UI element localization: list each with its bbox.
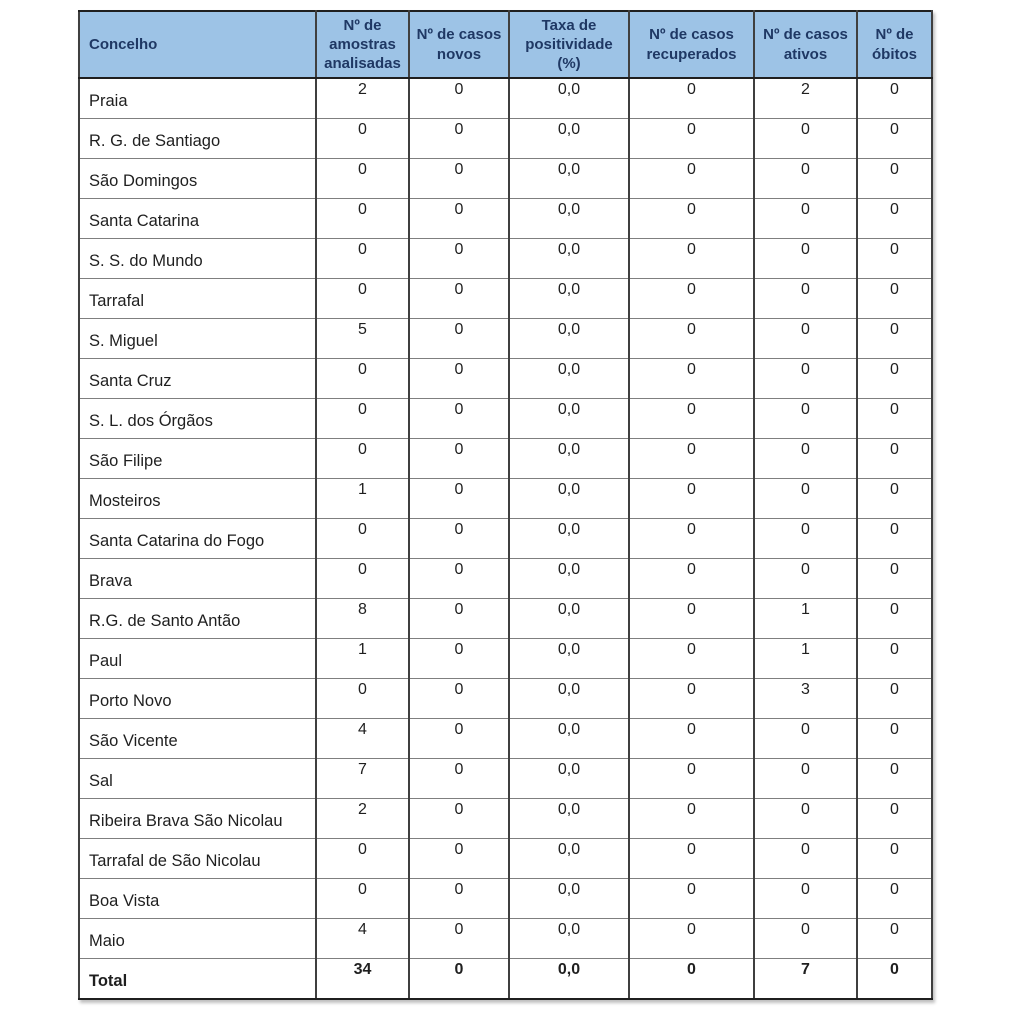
cell-concelho: Tarrafal	[79, 278, 316, 318]
table-row	[79, 198, 932, 238]
cell-novos: 0	[409, 238, 509, 278]
cell-novos: 0	[409, 278, 509, 318]
cell-amostras: 0	[316, 238, 409, 278]
cell-ativos: 0	[754, 158, 857, 198]
cell-ativos: 0	[754, 878, 857, 918]
cell-amostras: 0	[316, 438, 409, 478]
cell-concelho: Santa Catarina do Fogo	[79, 518, 316, 558]
cell-recuperados: 0	[629, 518, 754, 558]
cell-concelho: São Domingos	[79, 158, 316, 198]
cell-recuperados: 0	[629, 318, 754, 358]
cell-ativos: 0	[754, 118, 857, 158]
cell-novos: 0	[409, 78, 509, 118]
cell-amostras: 2	[316, 78, 409, 118]
cell-ativos: 7	[754, 958, 857, 999]
cell-obitos: 0	[857, 878, 932, 918]
cell-recuperados: 0	[629, 118, 754, 158]
cell-taxa: 0,0	[509, 478, 629, 518]
cell-recuperados: 0	[629, 598, 754, 638]
cell-obitos: 0	[857, 718, 932, 758]
cell-novos: 0	[409, 558, 509, 598]
table-row	[79, 678, 932, 718]
cell-taxa: 0,0	[509, 638, 629, 678]
cell-novos: 0	[409, 958, 509, 999]
table-row	[79, 318, 932, 358]
cell-amostras: 4	[316, 718, 409, 758]
cell-obitos: 0	[857, 638, 932, 678]
cell-novos: 0	[409, 118, 509, 158]
cell-concelho: R. G. de Santiago	[79, 118, 316, 158]
table-row	[79, 838, 932, 878]
cell-novos: 0	[409, 638, 509, 678]
cell-taxa: 0,0	[509, 318, 629, 358]
column-header-taxa: Taxa de positividade (%)	[509, 11, 629, 78]
cell-ativos: 0	[754, 318, 857, 358]
column-header-novos: Nº de casos novos	[409, 11, 509, 78]
cell-amostras: 0	[316, 198, 409, 238]
cell-ativos: 0	[754, 398, 857, 438]
cell-ativos: 0	[754, 558, 857, 598]
cell-recuperados: 0	[629, 638, 754, 678]
cell-concelho: Sal	[79, 758, 316, 798]
cell-novos: 0	[409, 198, 509, 238]
cell-recuperados: 0	[629, 198, 754, 238]
cell-novos: 0	[409, 918, 509, 958]
table-row	[79, 238, 932, 278]
column-header-ativos: Nº de casos ativos	[754, 11, 857, 78]
cell-novos: 0	[409, 158, 509, 198]
cell-obitos: 0	[857, 838, 932, 878]
cell-taxa: 0,0	[509, 958, 629, 999]
cell-concelho: São Filipe	[79, 438, 316, 478]
cell-concelho: Santa Catarina	[79, 198, 316, 238]
cell-recuperados: 0	[629, 358, 754, 398]
cell-concelho: S. Miguel	[79, 318, 316, 358]
cell-novos: 0	[409, 398, 509, 438]
cell-novos: 0	[409, 478, 509, 518]
cell-obitos: 0	[857, 678, 932, 718]
cell-ativos: 0	[754, 798, 857, 838]
cell-novos: 0	[409, 358, 509, 398]
header-row	[79, 11, 932, 78]
cell-amostras: 0	[316, 878, 409, 918]
cell-novos: 0	[409, 678, 509, 718]
cell-obitos: 0	[857, 918, 932, 958]
cell-amostras: 0	[316, 118, 409, 158]
cell-novos: 0	[409, 798, 509, 838]
cell-obitos: 0	[857, 598, 932, 638]
column-header-concelho: Concelho	[79, 11, 316, 78]
table-row	[79, 438, 932, 478]
table-row	[79, 358, 932, 398]
table-container	[78, 10, 933, 1000]
cell-amostras: 0	[316, 158, 409, 198]
cell-amostras: 7	[316, 758, 409, 798]
cell-concelho: Paul	[79, 638, 316, 678]
table-row	[79, 758, 932, 798]
cell-amostras: 0	[316, 358, 409, 398]
cell-amostras: 1	[316, 478, 409, 518]
cell-novos: 0	[409, 838, 509, 878]
cell-ativos: 2	[754, 78, 857, 118]
cell-novos: 0	[409, 438, 509, 478]
cell-taxa: 0,0	[509, 158, 629, 198]
cell-ativos: 1	[754, 638, 857, 678]
cell-obitos: 0	[857, 438, 932, 478]
cell-amostras: 0	[316, 558, 409, 598]
cell-ativos: 0	[754, 278, 857, 318]
cell-obitos: 0	[857, 478, 932, 518]
table-row	[79, 918, 932, 958]
cell-novos: 0	[409, 318, 509, 358]
cell-concelho: Brava	[79, 558, 316, 598]
table-body	[79, 78, 932, 999]
table-row	[79, 158, 932, 198]
column-header-recuperados: Nº de casos recuperados	[629, 11, 754, 78]
cell-taxa: 0,0	[509, 518, 629, 558]
table-row	[79, 118, 932, 158]
cell-taxa: 0,0	[509, 878, 629, 918]
cell-obitos: 0	[857, 78, 932, 118]
cell-obitos: 0	[857, 958, 932, 999]
cell-amostras: 8	[316, 598, 409, 638]
cell-recuperados: 0	[629, 278, 754, 318]
cell-obitos: 0	[857, 318, 932, 358]
cell-concelho: Boa Vista	[79, 878, 316, 918]
cell-ativos: 0	[754, 918, 857, 958]
cell-taxa: 0,0	[509, 118, 629, 158]
cell-recuperados: 0	[629, 718, 754, 758]
cell-ativos: 0	[754, 238, 857, 278]
table-header	[79, 11, 932, 78]
cell-amostras: 2	[316, 798, 409, 838]
cell-amostras: 0	[316, 838, 409, 878]
cell-amostras: 4	[316, 918, 409, 958]
cell-obitos: 0	[857, 558, 932, 598]
cell-ativos: 3	[754, 678, 857, 718]
cell-taxa: 0,0	[509, 838, 629, 878]
cell-concelho: Ribeira Brava São Nicolau	[79, 798, 316, 838]
cell-taxa: 0,0	[509, 918, 629, 958]
column-header-amostras: Nº de amostras analisadas	[316, 11, 409, 78]
table-row	[79, 78, 932, 118]
cell-taxa: 0,0	[509, 558, 629, 598]
cell-ativos: 0	[754, 758, 857, 798]
cell-ativos: 0	[754, 718, 857, 758]
cell-taxa: 0,0	[509, 438, 629, 478]
cell-novos: 0	[409, 758, 509, 798]
table-row	[79, 558, 932, 598]
cell-concelho: S. S. do Mundo	[79, 238, 316, 278]
table-row	[79, 278, 932, 318]
cell-obitos: 0	[857, 798, 932, 838]
table-row	[79, 398, 932, 438]
cell-recuperados: 0	[629, 398, 754, 438]
cell-recuperados: 0	[629, 238, 754, 278]
cell-taxa: 0,0	[509, 78, 629, 118]
cell-taxa: 0,0	[509, 678, 629, 718]
cell-concelho: Porto Novo	[79, 678, 316, 718]
cell-recuperados: 0	[629, 678, 754, 718]
cell-concelho: Total	[79, 958, 316, 999]
cell-obitos: 0	[857, 158, 932, 198]
table-row	[79, 718, 932, 758]
cell-recuperados: 0	[629, 438, 754, 478]
cell-ativos: 0	[754, 478, 857, 518]
cell-ativos: 1	[754, 598, 857, 638]
cell-obitos: 0	[857, 398, 932, 438]
cell-amostras: 5	[316, 318, 409, 358]
cell-ativos: 0	[754, 838, 857, 878]
cell-amostras: 0	[316, 278, 409, 318]
cell-obitos: 0	[857, 198, 932, 238]
cell-obitos: 0	[857, 518, 932, 558]
cell-concelho: Praia	[79, 78, 316, 118]
cell-concelho: Mosteiros	[79, 478, 316, 518]
cell-recuperados: 0	[629, 958, 754, 999]
cell-recuperados: 0	[629, 478, 754, 518]
cell-concelho: São Vicente	[79, 718, 316, 758]
cell-recuperados: 0	[629, 158, 754, 198]
cell-concelho: Maio	[79, 918, 316, 958]
table-row	[79, 478, 932, 518]
cell-recuperados: 0	[629, 878, 754, 918]
cell-concelho: Santa Cruz	[79, 358, 316, 398]
cell-novos: 0	[409, 878, 509, 918]
covid-municipality-table	[78, 10, 933, 1000]
cell-recuperados: 0	[629, 918, 754, 958]
cell-novos: 0	[409, 598, 509, 638]
column-header-obitos: Nº de óbitos	[857, 11, 932, 78]
table-row	[79, 878, 932, 918]
cell-obitos: 0	[857, 358, 932, 398]
cell-novos: 0	[409, 518, 509, 558]
cell-concelho: S. L. dos Órgãos	[79, 398, 316, 438]
cell-taxa: 0,0	[509, 238, 629, 278]
cell-recuperados: 0	[629, 758, 754, 798]
table-row	[79, 638, 932, 678]
cell-ativos: 0	[754, 518, 857, 558]
cell-amostras: 0	[316, 678, 409, 718]
cell-obitos: 0	[857, 278, 932, 318]
cell-taxa: 0,0	[509, 198, 629, 238]
cell-ativos: 0	[754, 358, 857, 398]
table-row	[79, 798, 932, 838]
cell-obitos: 0	[857, 758, 932, 798]
cell-taxa: 0,0	[509, 758, 629, 798]
cell-taxa: 0,0	[509, 598, 629, 638]
cell-taxa: 0,0	[509, 278, 629, 318]
cell-recuperados: 0	[629, 838, 754, 878]
cell-taxa: 0,0	[509, 798, 629, 838]
cell-amostras: 34	[316, 958, 409, 999]
cell-novos: 0	[409, 718, 509, 758]
cell-amostras: 0	[316, 398, 409, 438]
cell-obitos: 0	[857, 118, 932, 158]
cell-ativos: 0	[754, 438, 857, 478]
cell-recuperados: 0	[629, 558, 754, 598]
table-row	[79, 518, 932, 558]
cell-amostras: 1	[316, 638, 409, 678]
cell-concelho: R.G. de Santo Antão	[79, 598, 316, 638]
table-row	[79, 598, 932, 638]
total-row	[79, 958, 932, 999]
cell-taxa: 0,0	[509, 398, 629, 438]
cell-taxa: 0,0	[509, 358, 629, 398]
cell-recuperados: 0	[629, 798, 754, 838]
cell-amostras: 0	[316, 518, 409, 558]
cell-taxa: 0,0	[509, 718, 629, 758]
cell-ativos: 0	[754, 198, 857, 238]
cell-obitos: 0	[857, 238, 932, 278]
cell-recuperados: 0	[629, 78, 754, 118]
cell-concelho: Tarrafal de São Nicolau	[79, 838, 316, 878]
